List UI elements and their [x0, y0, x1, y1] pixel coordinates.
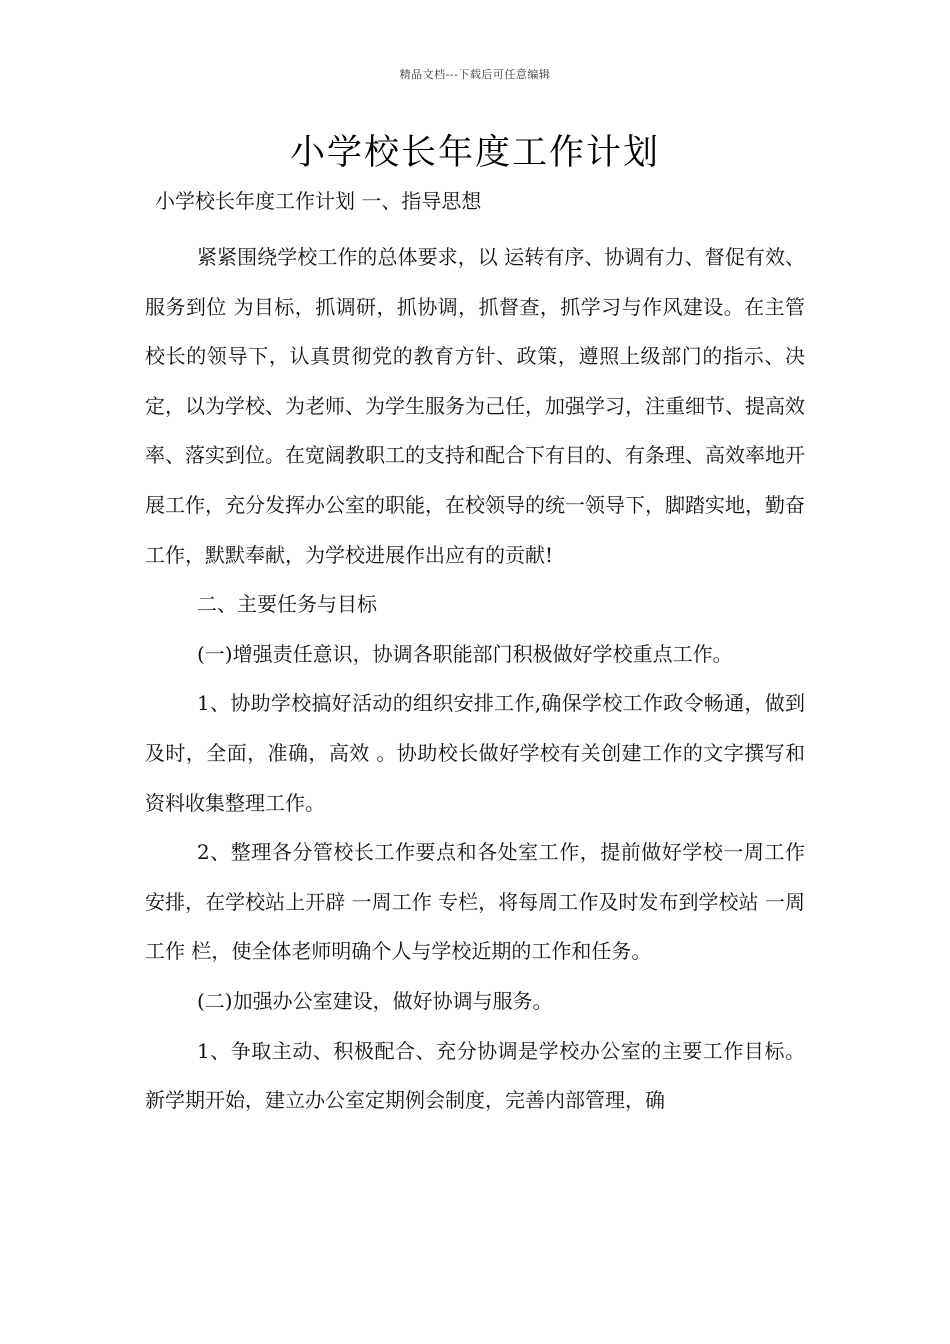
document-title: 小学校长年度工作计划 [289, 133, 660, 173]
document-body [145, 233, 805, 1126]
paragraph-item-3: 1、争取主动、积极配合、充分协调是学校办公室的主要工作目标。新学期开始，建立办公室定期例会制度，完善内部管理，确 [145, 1038, 805, 1113]
section-heading-tasks: 二、主要任务与目标 [197, 592, 377, 617]
header-note: 精品文档---下载后可任意编辑 [399, 68, 551, 81]
document-subtitle: 小学校长年度工作计划 一、指导思想 [155, 189, 482, 213]
subsection-heading-2: (二)加强办公室建设，做好协调与服务。 [197, 988, 553, 1013]
paragraph-item-2: 2、整理各分管校长工作要点和各处室工作，提前做好学校一周工作安排，在学校站上开辟 一周工作 专栏，将每周工作及时发布到学校站 一周工作 栏，使全体老师明确个人与学校近期的工作和任务。 [145, 840, 805, 964]
paragraph-item-1: 1、协助学校搞好活动的组织安排工作,确保学校工作政令畅通，做到 及时，全面，准确，高效 。协助校长做好学校有关创建工作的文字撰写和资料收集整理工作。 [145, 691, 805, 815]
subsection-heading-1: (一)增强责任意识，协调各职能部门积极做好学校重点工作。 [197, 641, 733, 666]
paragraph-guiding-thought: 紧紧围绕学校工作的总体要求，以 运转有序、协调有力、督促有效、服务到位 为目标，抓调研，抓协调，抓督查，抓学习与作风建设。在主管校长的领导下，认真贯彻党的教育方针、政策，遵照上级部门的指示、决定，以为学校、为老师、为学生服务为己任，加强学习，注重细节、提高效率、落实到位。在宽阔教职工的支持和配合下有目的、有条理、高效率地开展工作，充分发挥办公室的职能，在校领导的统一领导下，脚踏实地，勤奋工作，默默奉献，为学校进展作出应有的贡献! [145, 245, 805, 567]
